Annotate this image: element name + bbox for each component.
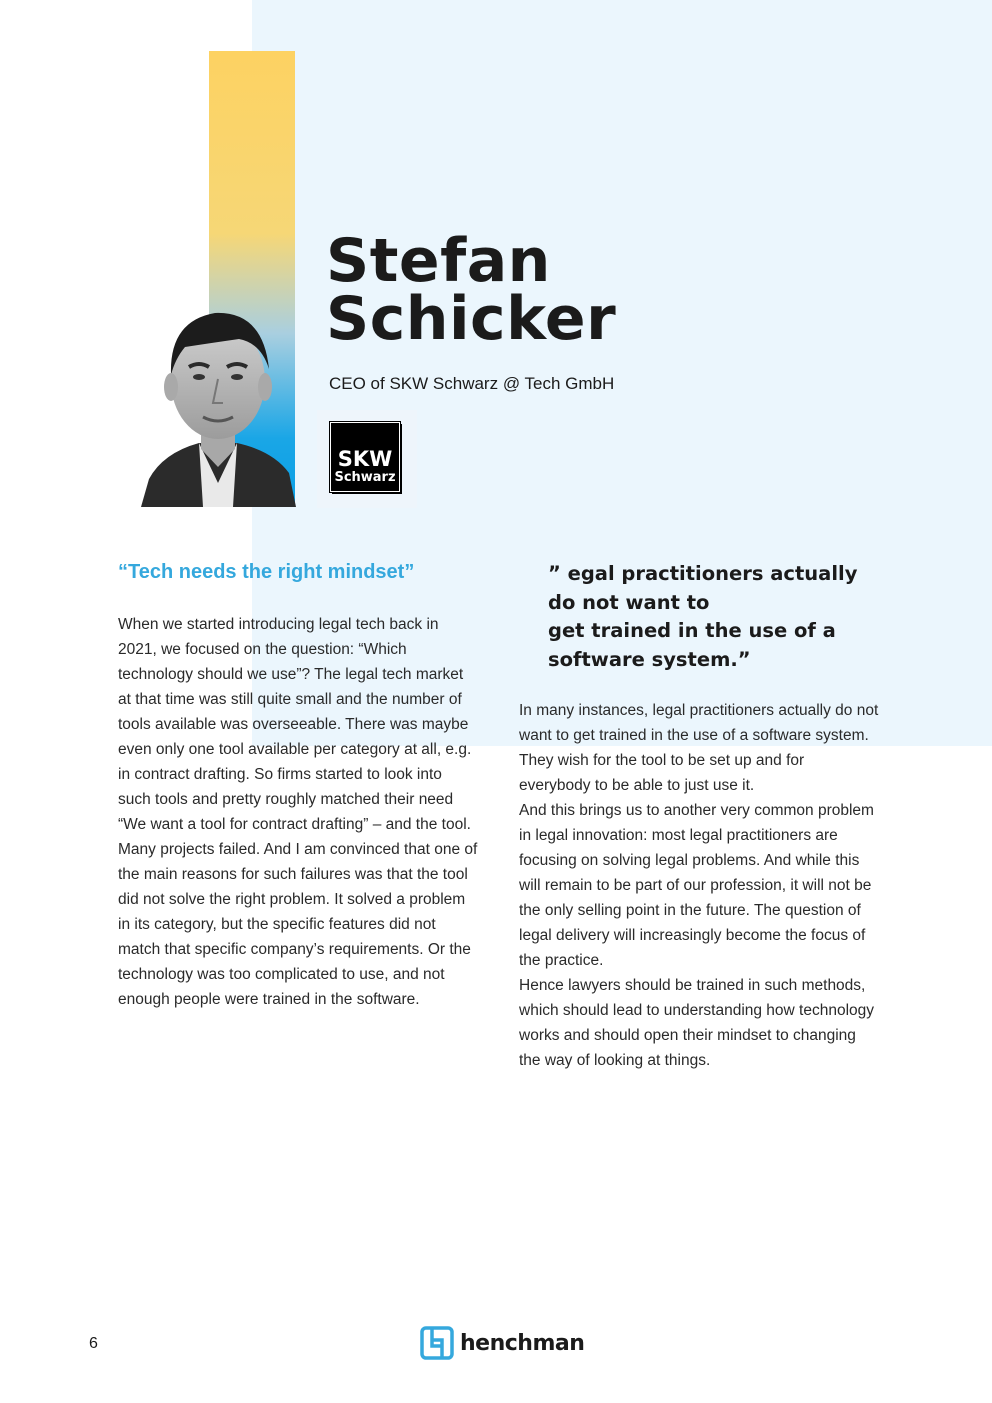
skw-schwarz-logo: [330, 422, 400, 492]
pull-quote-line: software system.”: [548, 647, 751, 671]
paragraph: And this brings us to another very common problem in legal innovation: most legal practitioners are focusing on solving legal problems. And while this will remain to be part of our profession, it will not be the only selling point in the future. The question of legal delivery will increasingly become the focus of the practice.: [519, 802, 874, 969]
person-name: [326, 226, 617, 354]
paragraph: In many instances, legal practitioners actually do not want to get trained in the use of a software system. They wish for the tool to be set up and for everybody to be able to just use it.: [519, 702, 879, 794]
henchman-wordmark: henchman: [460, 1330, 585, 1356]
logo-line-1: SKW: [337, 447, 393, 471]
right-column-text: [519, 698, 879, 1073]
paragraph: Hence lawyers should be trained in such methods, which should lead to understanding how technology works and should open their mindset to changing the way of looking at things.: [519, 977, 875, 1069]
pull-quote-line: get trained in the use of a: [548, 619, 836, 642]
left-column-text: [118, 612, 478, 1012]
henchman-logo: [420, 1326, 584, 1360]
pull-quote-line: ” egal practitioners actually: [548, 562, 858, 585]
person-role: CEO of SKW Schwarz @ Tech GmbH: [329, 374, 615, 393]
article-heading: “Tech needs the right mindset”: [118, 561, 415, 583]
paragraph: When we started introducing legal tech back in 2021, we focused on the question: “Which technology should we use”? The legal tech market at that time was still quite small and the number of tools available was overseeable. There was maybe even only one tool available per category at all, e.g. in contract drafting. So firms started to look into such tools and pretty roughly matched their need “We want a tool for contract drafting” – and the tool.: [118, 616, 472, 833]
page-number: 6: [89, 1335, 98, 1352]
henchman-mark-icon: [420, 1326, 454, 1360]
first-name: Stefan: [326, 226, 551, 296]
logo-line-2: Schwarz: [334, 470, 396, 485]
portrait-photo: [141, 283, 296, 507]
paragraph: Many projects failed. And I am convinced that one of the main reasons for such failures was that the tool did not solve the right problem. It solved a problem in its category, but the specific features did not match that specific company’s requirements. Or the technology was too complicated to use, and not enough people were trained in the software.: [118, 841, 478, 1008]
last-name: Schicker: [326, 284, 617, 354]
pull-quote: [548, 560, 878, 674]
pull-quote-line: do not want to: [548, 590, 710, 614]
